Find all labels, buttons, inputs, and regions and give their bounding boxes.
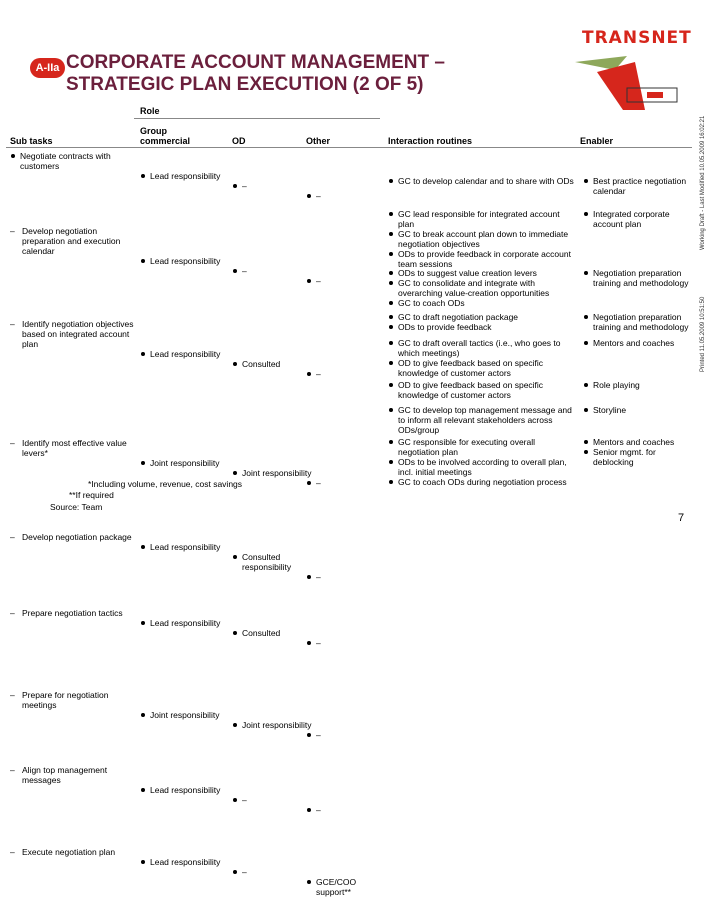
interaction-item: GC to coach ODs — [388, 298, 574, 308]
od-cell: – — [232, 795, 312, 805]
enabler-cell — [583, 209, 693, 229]
interaction-item: GC to coach ODs during negotiation process — [388, 477, 574, 487]
title-line-1: CORPORATE ACCOUNT MANAGEMENT – — [66, 52, 445, 73]
od-cell: – — [232, 181, 312, 191]
enabler-cell — [583, 437, 693, 467]
enabler-cell — [583, 338, 693, 348]
enabler-item: Senior mgmt. for deblocking — [583, 447, 693, 467]
interaction-cell — [388, 312, 574, 332]
interaction-item: ODs to provide feedback in corporate account team sessions — [388, 249, 574, 269]
enabler-cell — [583, 176, 693, 196]
enabler-item: Negotiation preparation training and methodology — [583, 268, 693, 288]
od-cell: – — [232, 266, 312, 276]
group-commercial-cell: Joint responsibility — [140, 710, 232, 720]
group-commercial-cell: Lead responsibility — [140, 618, 232, 628]
od-cell: Consulted responsibility — [232, 552, 312, 572]
group-commercial-cell: Lead responsibility — [140, 349, 232, 359]
enabler-item: Best practice negotiation calendar — [583, 176, 693, 196]
other-cell: GCE/COO support** — [306, 877, 386, 897]
enabler-item: Role playing — [583, 380, 693, 390]
footnote-1: *Including volume, revenue, cost savings — [88, 479, 243, 489]
subtask-cell: – Develop negotiation preparation and execution calendar — [10, 226, 140, 256]
subtask-cell: – Prepare for negotiation meetings — [10, 690, 140, 710]
interaction-cell — [388, 176, 574, 186]
subtask-cell: – Execute negotiation plan — [10, 847, 140, 857]
other-cell: – — [306, 191, 386, 201]
interaction-cell — [388, 338, 574, 378]
other-cell: – — [306, 276, 386, 286]
subtask-cell: – Develop negotiation package — [10, 532, 140, 542]
interaction-item: GC to develop top management message and to inform all relevant stakeholders across ODs/group — [388, 405, 574, 435]
interaction-item: GC lead responsible for integrated account plan — [388, 209, 574, 229]
enabler-item: Mentors and coaches — [583, 437, 693, 447]
subtask-cell: – Align top management messages — [10, 765, 140, 785]
interaction-item: ODs to provide feedback — [388, 322, 574, 332]
enabler-item: Storyline — [583, 405, 693, 415]
interaction-cell — [388, 268, 574, 308]
enabler-item: Mentors and coaches — [583, 338, 693, 348]
group-commercial-cell: Lead responsibility — [140, 785, 232, 795]
subtask-cell: – Identify negotiation objectives based on integrated account plan — [10, 319, 140, 349]
role-label: Role — [140, 106, 160, 116]
group-commercial-cell: Lead responsibility — [140, 256, 232, 266]
od-cell: Consulted — [232, 359, 312, 369]
interaction-cell — [388, 209, 574, 269]
od-cell: – — [232, 867, 312, 877]
brand-logo-text: TRANSNET — [582, 28, 692, 48]
group-commercial-cell: Joint responsibility — [140, 458, 232, 468]
od-cell: Consulted — [232, 628, 312, 638]
other-cell: – — [306, 805, 386, 815]
page-title — [66, 52, 445, 96]
od-cell: Joint responsibility — [232, 720, 312, 730]
enabler-cell — [583, 312, 693, 332]
section-badge: A-IIa — [30, 58, 65, 78]
col-header-od: OD — [232, 136, 246, 146]
source-note: Source: Team — [50, 502, 103, 512]
footnote-2: **If required — [69, 490, 114, 500]
od-cell: Joint responsibility — [232, 468, 312, 478]
other-cell: – — [306, 369, 386, 379]
subtask-cell: – Prepare negotiation tactics — [10, 608, 140, 618]
interaction-item: GC responsible for executing overall negotiation plan — [388, 437, 574, 457]
interaction-cell — [388, 437, 574, 487]
subtask-cell: – Identify most effective value levers* — [10, 438, 140, 458]
title-line-2: STRATEGIC PLAN EXECUTION (2 OF 5) — [66, 74, 424, 95]
interaction-item: GC to consolidate and integrate with overarching value-creation opportunities — [388, 278, 574, 298]
interaction-item: OD to give feedback based on specific knowledge of customer actors — [388, 358, 574, 378]
side-text-top: Working Draft - Last Modified 10.05.2009 16:02:21 — [700, 115, 706, 250]
other-cell: – — [306, 572, 386, 582]
col-header-interaction: Interaction routines — [388, 136, 473, 146]
other-cell: – — [306, 478, 386, 488]
enabler-cell — [583, 405, 693, 415]
group-commercial-cell: Lead responsibility — [140, 857, 232, 867]
transnet-logo-icon — [575, 50, 695, 110]
col-header-enabler: Enabler — [580, 136, 614, 146]
other-cell: – — [306, 638, 386, 648]
enabler-cell — [583, 268, 693, 288]
header-rule — [6, 147, 692, 148]
interaction-item: GC to break account plan down to immediate negotiation objectives — [388, 229, 574, 249]
interaction-cell — [388, 405, 574, 435]
group-commercial-cell: Lead responsibility — [140, 542, 232, 552]
col-header-subtasks: Sub tasks — [10, 136, 53, 146]
subtask-cell: Negotiate contracts with customers — [10, 151, 138, 171]
interaction-item: GC to draft overall tactics (i.e., who goes to which meetings) — [388, 338, 574, 358]
interaction-item: OD to give feedback based on specific knowledge of customer actors — [388, 380, 574, 400]
interaction-item: ODs to be involved according to overall plan, incl. initial meetings — [388, 457, 574, 477]
page-number: 7 — [678, 512, 685, 524]
enabler-item: Negotiation preparation training and methodology — [583, 312, 693, 332]
group-commercial-cell: Lead responsibility — [140, 171, 232, 181]
side-text-bottom: Printed 11.05.2009 10:51:50 — [700, 296, 706, 372]
enabler-item: Integrated corporate account plan — [583, 209, 693, 229]
enabler-cell — [583, 380, 693, 390]
role-rule — [134, 118, 380, 119]
col-header-other: Other — [306, 136, 331, 146]
interaction-item: GC to draft negotiation package — [388, 312, 574, 322]
interaction-item: ODs to suggest value creation levers — [388, 268, 574, 278]
other-cell: – — [306, 730, 386, 740]
interaction-cell — [388, 380, 574, 400]
col-header-group-commercial: Group commercial — [140, 126, 191, 146]
interaction-item: GC to develop calendar and to share with ODs — [388, 176, 574, 186]
